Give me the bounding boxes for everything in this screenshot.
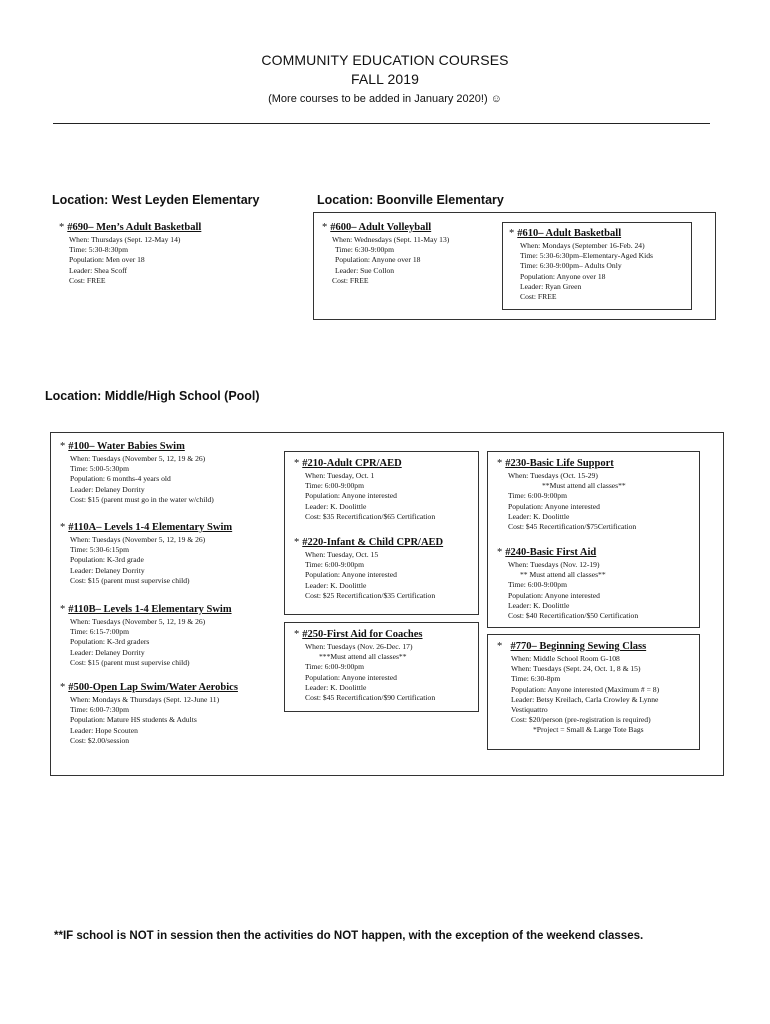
course-details: When: Mondays (September 16-Feb. 24) Time: 5:30-6:30pm–Elementary-Aged Kids Time: 6:30-9:00pm– Adults Only Population: Anyone over 18 Leader: Ryan Green Cost: FREE bbox=[520, 241, 654, 302]
course-100 bbox=[60, 441, 214, 505]
course-details: When: Tuesdays (Nov. 12-19) ** Must attend all classes** Time: 6:00-9:00pm Population: Anyone interested Leader: K. Doolittle Cost: $40 Recertification/$50 Certification bbox=[508, 560, 639, 621]
course-title: * #600– Adult Volleyball bbox=[322, 222, 432, 233]
course-details: When: Tuesday, Oct. 15 Time: 6:00-9:00pm Population: Anyone interested Leader: K. Doolittle Cost: $25 Recertification/$35 Certification bbox=[305, 550, 436, 600]
course-title: * #110A– Levels 1-4 Elementary Swim bbox=[60, 522, 233, 533]
course-details: When: Tuesdays (November 5, 12, 19 & 26) Time: 5:00-5:30pm Population: 6 months-4 years old Leader: Delaney Dorrity Cost: $15 (parent must go in the water w/child) bbox=[70, 454, 214, 504]
course-220 bbox=[294, 537, 443, 601]
location-boonville: Location: Boonville Elementary bbox=[317, 193, 504, 207]
course-title: * #110B– Levels 1-4 Elementary Swim bbox=[60, 604, 232, 615]
course-230 bbox=[497, 458, 636, 532]
course-title: * #690– Men’s Adult Basketball bbox=[59, 222, 202, 233]
course-title: * #250-First Aid for Coaches bbox=[294, 629, 423, 640]
course-details: When: Tuesdays (Oct. 15-29) **Must attend all classes** Time: 6:00-9:00pm Population: Anyone interested Leader: K. Doolittle Cost: $45 Recertification/$75Certification bbox=[508, 471, 637, 532]
doc-subtitle: (More courses to be added in January 2020!) ☺ bbox=[268, 93, 502, 105]
course-details: When: Tuesday, Oct. 1 Time: 6:00-9:00pm Population: Anyone interested Leader: K. Doolittle Cost: $35 Recertification/$65 Certification bbox=[305, 471, 436, 521]
course-600 bbox=[322, 222, 449, 286]
course-details: When: Tuesdays (Nov. 26-Dec. 17) ***Must attend all classes** Time: 6:00-9:00pm Population: Anyone interested Leader: K. Doolittle Cost: $45 Recertification/$90 Certification bbox=[305, 642, 436, 703]
course-details: When: Mondays & Thursdays (Sept. 12-June 11) Time: 6:00-7:30pm Population: Mature HS students & Adults Leader: Hope Scouten Cost: $2.00/session bbox=[70, 695, 220, 745]
header-divider bbox=[53, 123, 710, 124]
course-details: When: Wednesdays (Sept. 11-May 13) Time: 6:30-9:00pm Population: Anyone over 18 Leader: Sue Collon Cost: FREE bbox=[332, 235, 450, 285]
course-details: When: Tuesdays (November 5, 12, 19 & 26) Time: 5:30-6:15pm Population: K-3rd grade Leader: Delaney Dorrity Cost: $15 (parent must supervise child) bbox=[70, 535, 206, 585]
course-770 bbox=[497, 641, 659, 736]
course-title: * #220-Infant & Child CPR/AED bbox=[294, 537, 444, 548]
location-pool: Location: Middle/High School (Pool) bbox=[45, 389, 260, 403]
course-title: * #500-Open Lap Swim/Water Aerobics bbox=[60, 682, 238, 693]
location-west-leyden: Location: West Leyden Elementary bbox=[52, 193, 260, 207]
course-500 bbox=[60, 682, 238, 746]
course-210 bbox=[294, 458, 435, 522]
doc-title: COMMUNITY EDUCATION COURSES bbox=[261, 52, 509, 68]
course-title: * #230-Basic Life Support bbox=[497, 458, 614, 469]
course-title: * #210-Adult CPR/AED bbox=[294, 458, 402, 469]
course-details: When: Thursdays (Sept. 12-May 14) Time: 5:30-8:30pm Population: Men over 18 Leader: Shea Scoff Cost: FREE bbox=[69, 235, 181, 285]
course-details: When: Middle School Room G-108 When: Tuesdays (Sept. 24, Oct. 1, 8 & 15) Time: 6:30-8pm Population: Anyone interested (Maximum # = 8) Leader: Betsy Kreilach, Carla Crowley & Lynne Vestiquattro Cost: $20/person (pre-registration is required) *Project = Small & Large Tote Bags bbox=[511, 654, 660, 735]
doc-season: FALL 2019 bbox=[350, 71, 420, 87]
course-610 bbox=[509, 228, 653, 302]
course-110a bbox=[60, 522, 232, 586]
footer-note: **IF school is NOT in session then the activities do NOT happen, with the exception of the weekend classes. bbox=[54, 930, 644, 942]
course-title: * #770– Beginning Sewing Class bbox=[497, 641, 647, 652]
course-title: * #100– Water Babies Swim bbox=[60, 441, 185, 452]
course-title: * #610– Adult Basketball bbox=[509, 228, 622, 239]
course-240 bbox=[497, 547, 638, 621]
course-110b bbox=[60, 604, 232, 668]
course-690 bbox=[59, 222, 201, 286]
course-title: * #240-Basic First Aid bbox=[497, 547, 597, 558]
course-details: When: Tuesdays (November 5, 12, 19 & 26) Time: 6:15-7:00pm Population: K-3rd graders Leader: Delaney Dorrity Cost: $15 (parent must supervise child) bbox=[70, 617, 206, 667]
course-250 bbox=[294, 629, 435, 703]
